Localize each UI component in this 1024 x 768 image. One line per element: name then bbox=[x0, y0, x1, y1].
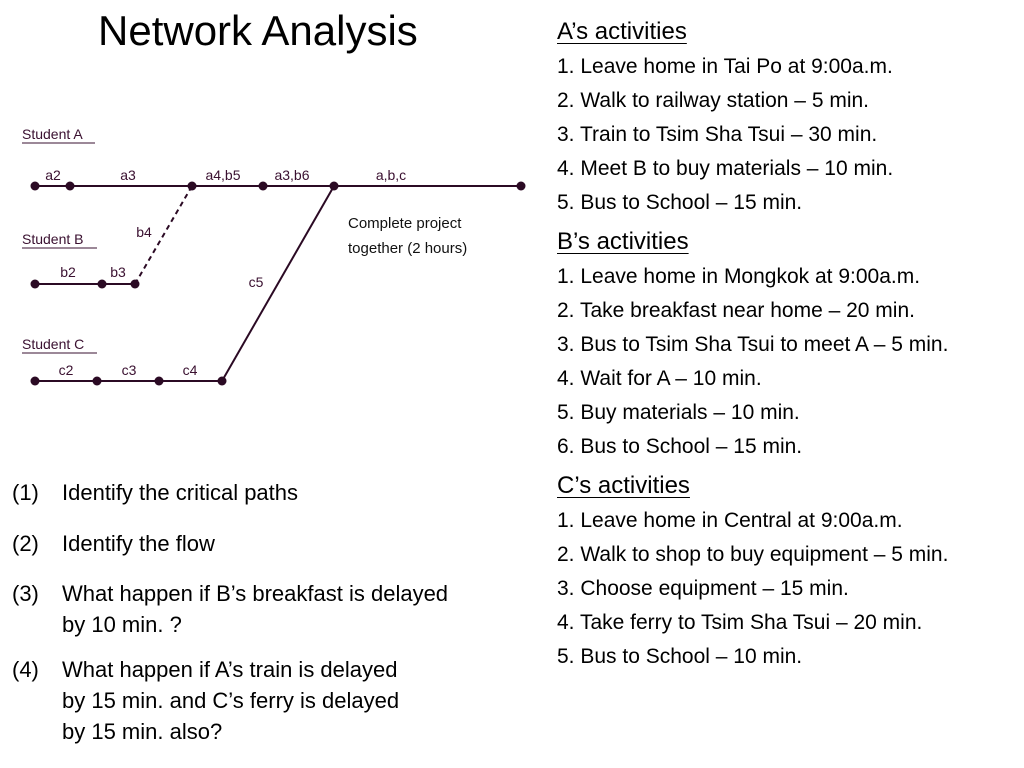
question-text-continued: by 15 min. also? bbox=[62, 719, 223, 744]
edge-c5 bbox=[222, 186, 334, 381]
question-1 bbox=[12, 477, 298, 508]
network-diagram bbox=[0, 0, 540, 400]
section-a-title: A’s activities bbox=[557, 18, 687, 45]
activity-item: 3. Choose equipment – 15 min. bbox=[557, 577, 849, 600]
question-text-continued: by 15 min. and C’s ferry is delayed bbox=[62, 688, 400, 713]
section-a bbox=[557, 16, 1017, 218]
label-b2: b2 bbox=[60, 264, 76, 280]
label-c5: c5 bbox=[248, 274, 264, 290]
label-a3: a3 bbox=[120, 167, 136, 183]
question-text-continued: by 10 min. ? bbox=[62, 612, 182, 637]
student-c-label: Student C bbox=[22, 336, 85, 352]
activity-item: 5. Bus to School – 10 min. bbox=[557, 645, 803, 668]
section-b-title: B’s activities bbox=[557, 228, 689, 255]
note-line-1: Complete project bbox=[348, 215, 462, 232]
question-number: (2) bbox=[12, 531, 39, 556]
node-b2 bbox=[131, 280, 140, 289]
activities-panel bbox=[557, 16, 1017, 672]
question-text: Identify the critical paths bbox=[62, 480, 299, 505]
activity-item: 2. Walk to railway station – 5 min. bbox=[557, 89, 870, 112]
activity-item: 2. Take breakfast near home – 20 min. bbox=[557, 299, 915, 322]
activity-item: 1. Leave home in Central at 9:00a.m. bbox=[557, 509, 903, 532]
node-a1 bbox=[66, 182, 75, 191]
activity-item: 3. Bus to Tsim Sha Tsui to meet A – 5 min. bbox=[557, 333, 949, 356]
label-c2: c2 bbox=[58, 362, 74, 378]
page-title: Network Analysis bbox=[98, 7, 418, 54]
question-number: (3) bbox=[12, 581, 39, 606]
label-a4b5: a4,b5 bbox=[205, 167, 241, 183]
note-line-2: together (2 hours) bbox=[348, 240, 468, 257]
activity-item: 4. Meet B to buy materials – 10 min. bbox=[557, 157, 894, 180]
node-c2 bbox=[155, 377, 164, 386]
label-a2: a2 bbox=[45, 167, 61, 183]
label-a3b6: a3,b6 bbox=[274, 167, 310, 183]
question-number: (1) bbox=[12, 480, 39, 505]
section-b bbox=[557, 226, 1017, 462]
question-text: Identify the flow bbox=[62, 531, 215, 556]
student-b-label: Student B bbox=[22, 231, 84, 247]
node-c1 bbox=[93, 377, 102, 386]
label-c3: c3 bbox=[121, 362, 137, 378]
node-c-start bbox=[31, 377, 40, 386]
question-4 bbox=[12, 654, 399, 747]
activity-item: 5. Buy materials – 10 min. bbox=[557, 401, 800, 424]
question-number: (4) bbox=[12, 657, 39, 682]
node-a2 bbox=[259, 182, 268, 191]
node-b-start bbox=[31, 280, 40, 289]
activity-item: 4. Wait for A – 10 min. bbox=[557, 367, 762, 390]
activity-item: 3. Train to Tsim Sha Tsui – 30 min. bbox=[557, 123, 878, 146]
question-text: What happen if A’s train is delayed bbox=[62, 657, 398, 682]
student-a-label: Student A bbox=[22, 126, 83, 142]
activity-item: 4. Take ferry to Tsim Sha Tsui – 20 min. bbox=[557, 611, 923, 634]
question-text: What happen if B’s breakfast is delayed bbox=[62, 581, 449, 606]
section-c bbox=[557, 470, 1017, 672]
node-meet bbox=[188, 182, 197, 191]
node-b1 bbox=[98, 280, 107, 289]
node-end bbox=[517, 182, 526, 191]
question-2 bbox=[12, 528, 215, 559]
label-c4: c4 bbox=[182, 362, 198, 378]
label-b4: b4 bbox=[136, 224, 152, 240]
section-c-title: C’s activities bbox=[557, 472, 690, 499]
activity-item: 1. Leave home in Tai Po at 9:00a.m. bbox=[557, 55, 893, 78]
activity-item: 2. Walk to shop to buy equipment – 5 min. bbox=[557, 543, 949, 566]
node-a-start bbox=[31, 182, 40, 191]
activity-item: 1. Leave home in Mongkok at 9:00a.m. bbox=[557, 265, 921, 288]
question-3 bbox=[12, 578, 448, 640]
node-c3 bbox=[218, 377, 227, 386]
label-abc: a,b,c bbox=[375, 167, 407, 183]
activity-item: 6. Bus to School – 15 min. bbox=[557, 435, 803, 458]
activity-item: 5. Bus to School – 15 min. bbox=[557, 191, 803, 214]
label-b3: b3 bbox=[110, 264, 126, 280]
node-join bbox=[330, 182, 339, 191]
